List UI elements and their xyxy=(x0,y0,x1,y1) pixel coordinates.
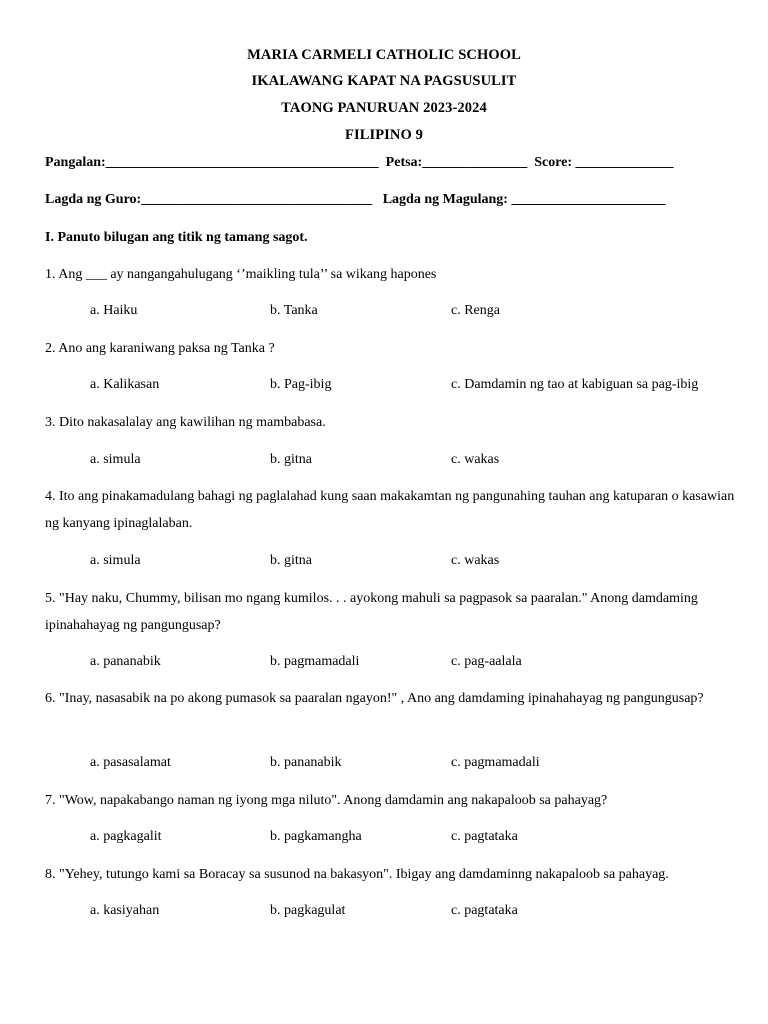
option-1c: c. Renga xyxy=(451,303,500,318)
question-6: 6. "Inay, nasasabik na po akong pumasok sa paaralan ngayon!" , Ano ang damdaming ipinahahayag ng pangungusap? xyxy=(45,691,704,706)
option-4b: b. gitna xyxy=(270,553,312,568)
exam-title: IKALAWANG KAPAT NA PAGSUSULIT xyxy=(251,73,517,89)
option-7a: a. pagkagalit xyxy=(90,829,162,844)
option-5b: b. pagmamadali xyxy=(270,654,360,669)
option-7b: b. pagkamangha xyxy=(270,829,362,844)
question-2: 2. Ano ang karaniwang paksa ng Tanka ? xyxy=(45,341,275,356)
option-3a: a. simula xyxy=(90,452,141,467)
subject-title: FILIPINO 9 xyxy=(345,127,423,143)
name-date-score-line: Pangalan:_______________________________________ Petsa:_______________ Score: ______________ xyxy=(45,155,674,170)
question-3: 3. Dito nakasalalay ang kawilihan ng mambabasa. xyxy=(45,415,326,430)
option-4c: c. wakas xyxy=(451,553,500,568)
option-8a: a. kasiyahan xyxy=(90,903,160,918)
question-4: 4. Ito ang pinakamadulang bahagi ng paglalahad kung saan makakamtan ng pangunahing tauhan ang katuparan o kasawian ng kanyang ipinaglalaban. xyxy=(45,489,735,531)
option-2a: a. Kalikasan xyxy=(90,377,160,392)
option-3b: b. gitna xyxy=(270,452,312,467)
option-1b: b. Tanka xyxy=(270,303,318,318)
question-7: 7. "Wow, napakabango naman ng iyong mga niluto". Anong damdamin ang nakapaloob sa pahayag? xyxy=(45,793,608,808)
option-5c: c. pag-aalala xyxy=(451,654,522,669)
option-5a: a. pananabik xyxy=(90,654,161,669)
question-1: 1. Ang ___ ay nangangahulugang ‘’maikling tula’’ sa wikang hapones xyxy=(45,267,437,282)
option-6b: b. pananabik xyxy=(270,755,342,770)
option-6c: c. pagmamadali xyxy=(451,755,540,770)
question-5: 5. "Hay naku, Chummy, bilisan mo ngang kumilos. . . ayokong mahuli sa pagpasok sa paaralan." Anong damdaming ipinahahayag ng pangungusap? xyxy=(45,591,698,633)
option-3c: c. wakas xyxy=(451,452,500,467)
option-1a: a. Haiku xyxy=(90,303,138,318)
question-8: 8. "Yehey, tutungo kami sa Boracay sa susunod na bakasyon". Ibigay ang damdaminng nakapaloob sa pahayag. xyxy=(45,867,669,882)
school-year: TAONG PANURUAN 2023-2024 xyxy=(281,100,487,116)
option-2b: b. Pag-ibig xyxy=(270,377,332,392)
option-6a: a. pasasalamat xyxy=(90,755,171,770)
option-7c: c. pagtataka xyxy=(451,829,518,844)
option-2c: c. Damdamin ng tao at kabiguan sa pag-ibig xyxy=(451,377,699,392)
instructions: I. Panuto bilugan ang titik ng tamang sagot. xyxy=(45,230,308,245)
option-4a: a. simula xyxy=(90,553,141,568)
option-8b: b. pagkagulat xyxy=(270,903,346,918)
signature-line: Lagda ng Guro:_________________________________ Lagda ng Magulang: ______________________ xyxy=(45,192,666,207)
school-name: MARIA CARMELI CATHOLIC SCHOOL xyxy=(247,47,521,63)
option-8c: c. pagtataka xyxy=(451,903,518,918)
